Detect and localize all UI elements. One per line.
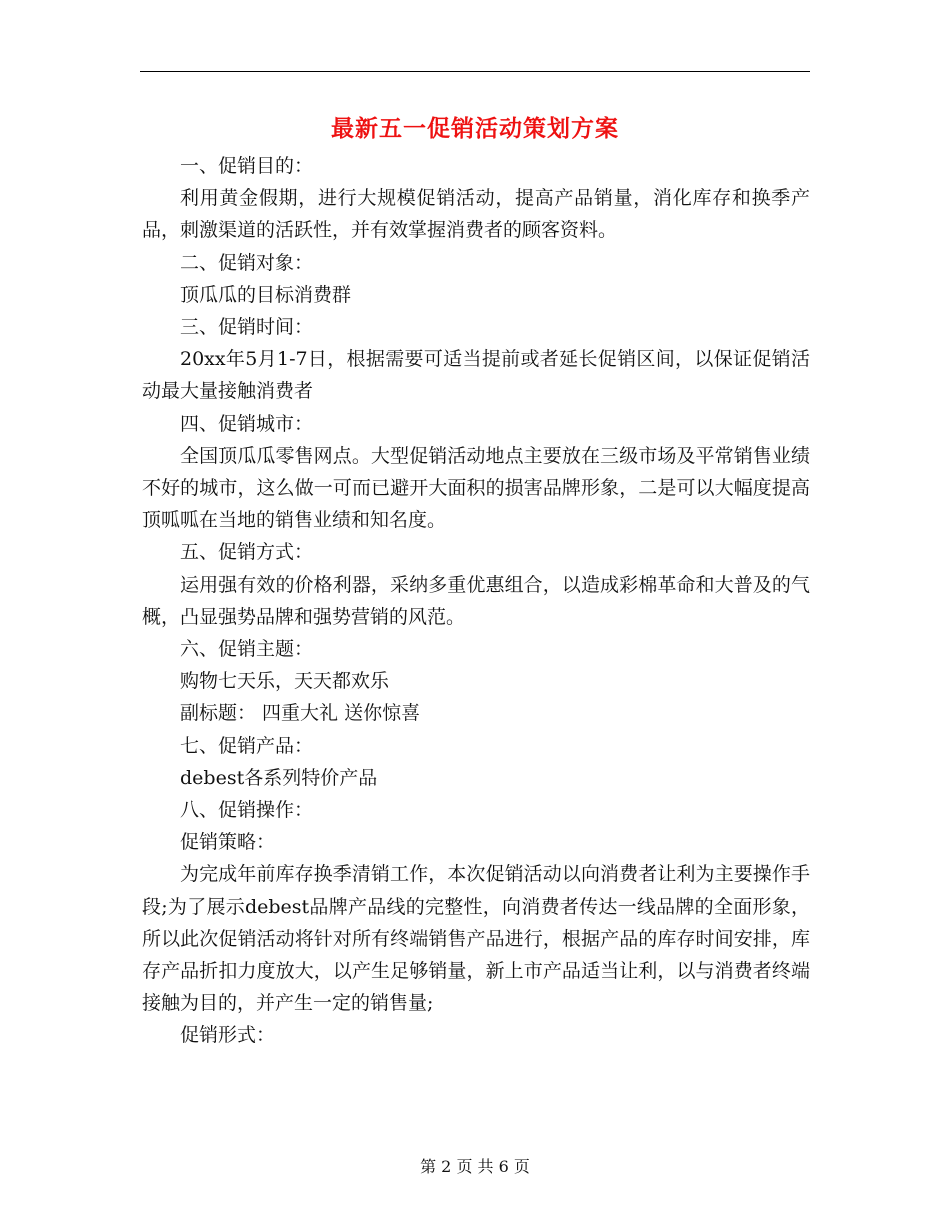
paragraph: 副标题： 四重大礼 送你惊喜 [180, 702, 421, 725]
paragraph: 一、促销目的： [180, 155, 314, 177]
paragraph: 二、促销对象： [180, 251, 314, 274]
paragraph: 为完成年前库存换季清销工作，本次促销活动以向消费者让利为主要操作手段;为了展示debest品牌产品线的完整性，向消费者传达一线品牌的全面形象，所以此次促销活动将针对所有终端销售产品进行，根据产品的库存时间安排，库存产品折扣力度放大，以产生足够销量，新上市产品适当让利，以与消费者终端接触为目的，并产生一定的销售量; [142, 863, 810, 1015]
paragraph: 促销策略： [180, 831, 276, 854]
paragraph: 五、促销方式： [180, 541, 314, 564]
page-footer [0, 1154, 950, 1177]
paragraph: 利用黄金假期，进行大规模促销活动，提高产品销量，消化库存和换季产品，刺激渠道的活跃性，并有效掌握消费者的顾客资料。 [142, 187, 810, 242]
paragraph: 购物七天乐，天天都欢乐 [180, 670, 390, 693]
paragraph: 全国顶瓜瓜零售网点。大型促销活动地点主要放在三级市场及平常销售业绩不好的城市，这么做一可而已避开大面积的损害品牌形象，二是可以大幅度提高顶呱呱在当地的销售业绩和知名度。 [142, 444, 810, 532]
header-rule [140, 71, 810, 72]
document-body [142, 150, 810, 1052]
paragraph: 促销形式： [180, 1024, 276, 1047]
document-title: 最新五一促销活动策划方案 [331, 115, 619, 142]
paragraph: 20xx年5月1-7日，根据需要可适当提前或者延长促销区间，以保证促销活动最大量接触消费者 [142, 348, 810, 403]
paragraph: 四、促销城市： [180, 412, 314, 435]
paragraph: 三、促销时间： [180, 316, 314, 339]
paragraph: 顶瓜瓜的目标消费群 [180, 283, 352, 306]
paragraph: debest各系列特价产品 [180, 766, 378, 789]
paragraph: 八、促销操作： [180, 799, 314, 822]
paragraph: 七、促销产品： [180, 734, 314, 757]
page-number-label: 第 2 页 共 6 页 [420, 1157, 530, 1176]
paragraph: 运用强有效的价格利器，采纳多重优惠组合，以造成彩棉革命和大普及的气概，凸显强势品牌和强势营销的风范。 [142, 573, 810, 628]
paragraph: 六、促销主题： [180, 638, 314, 661]
